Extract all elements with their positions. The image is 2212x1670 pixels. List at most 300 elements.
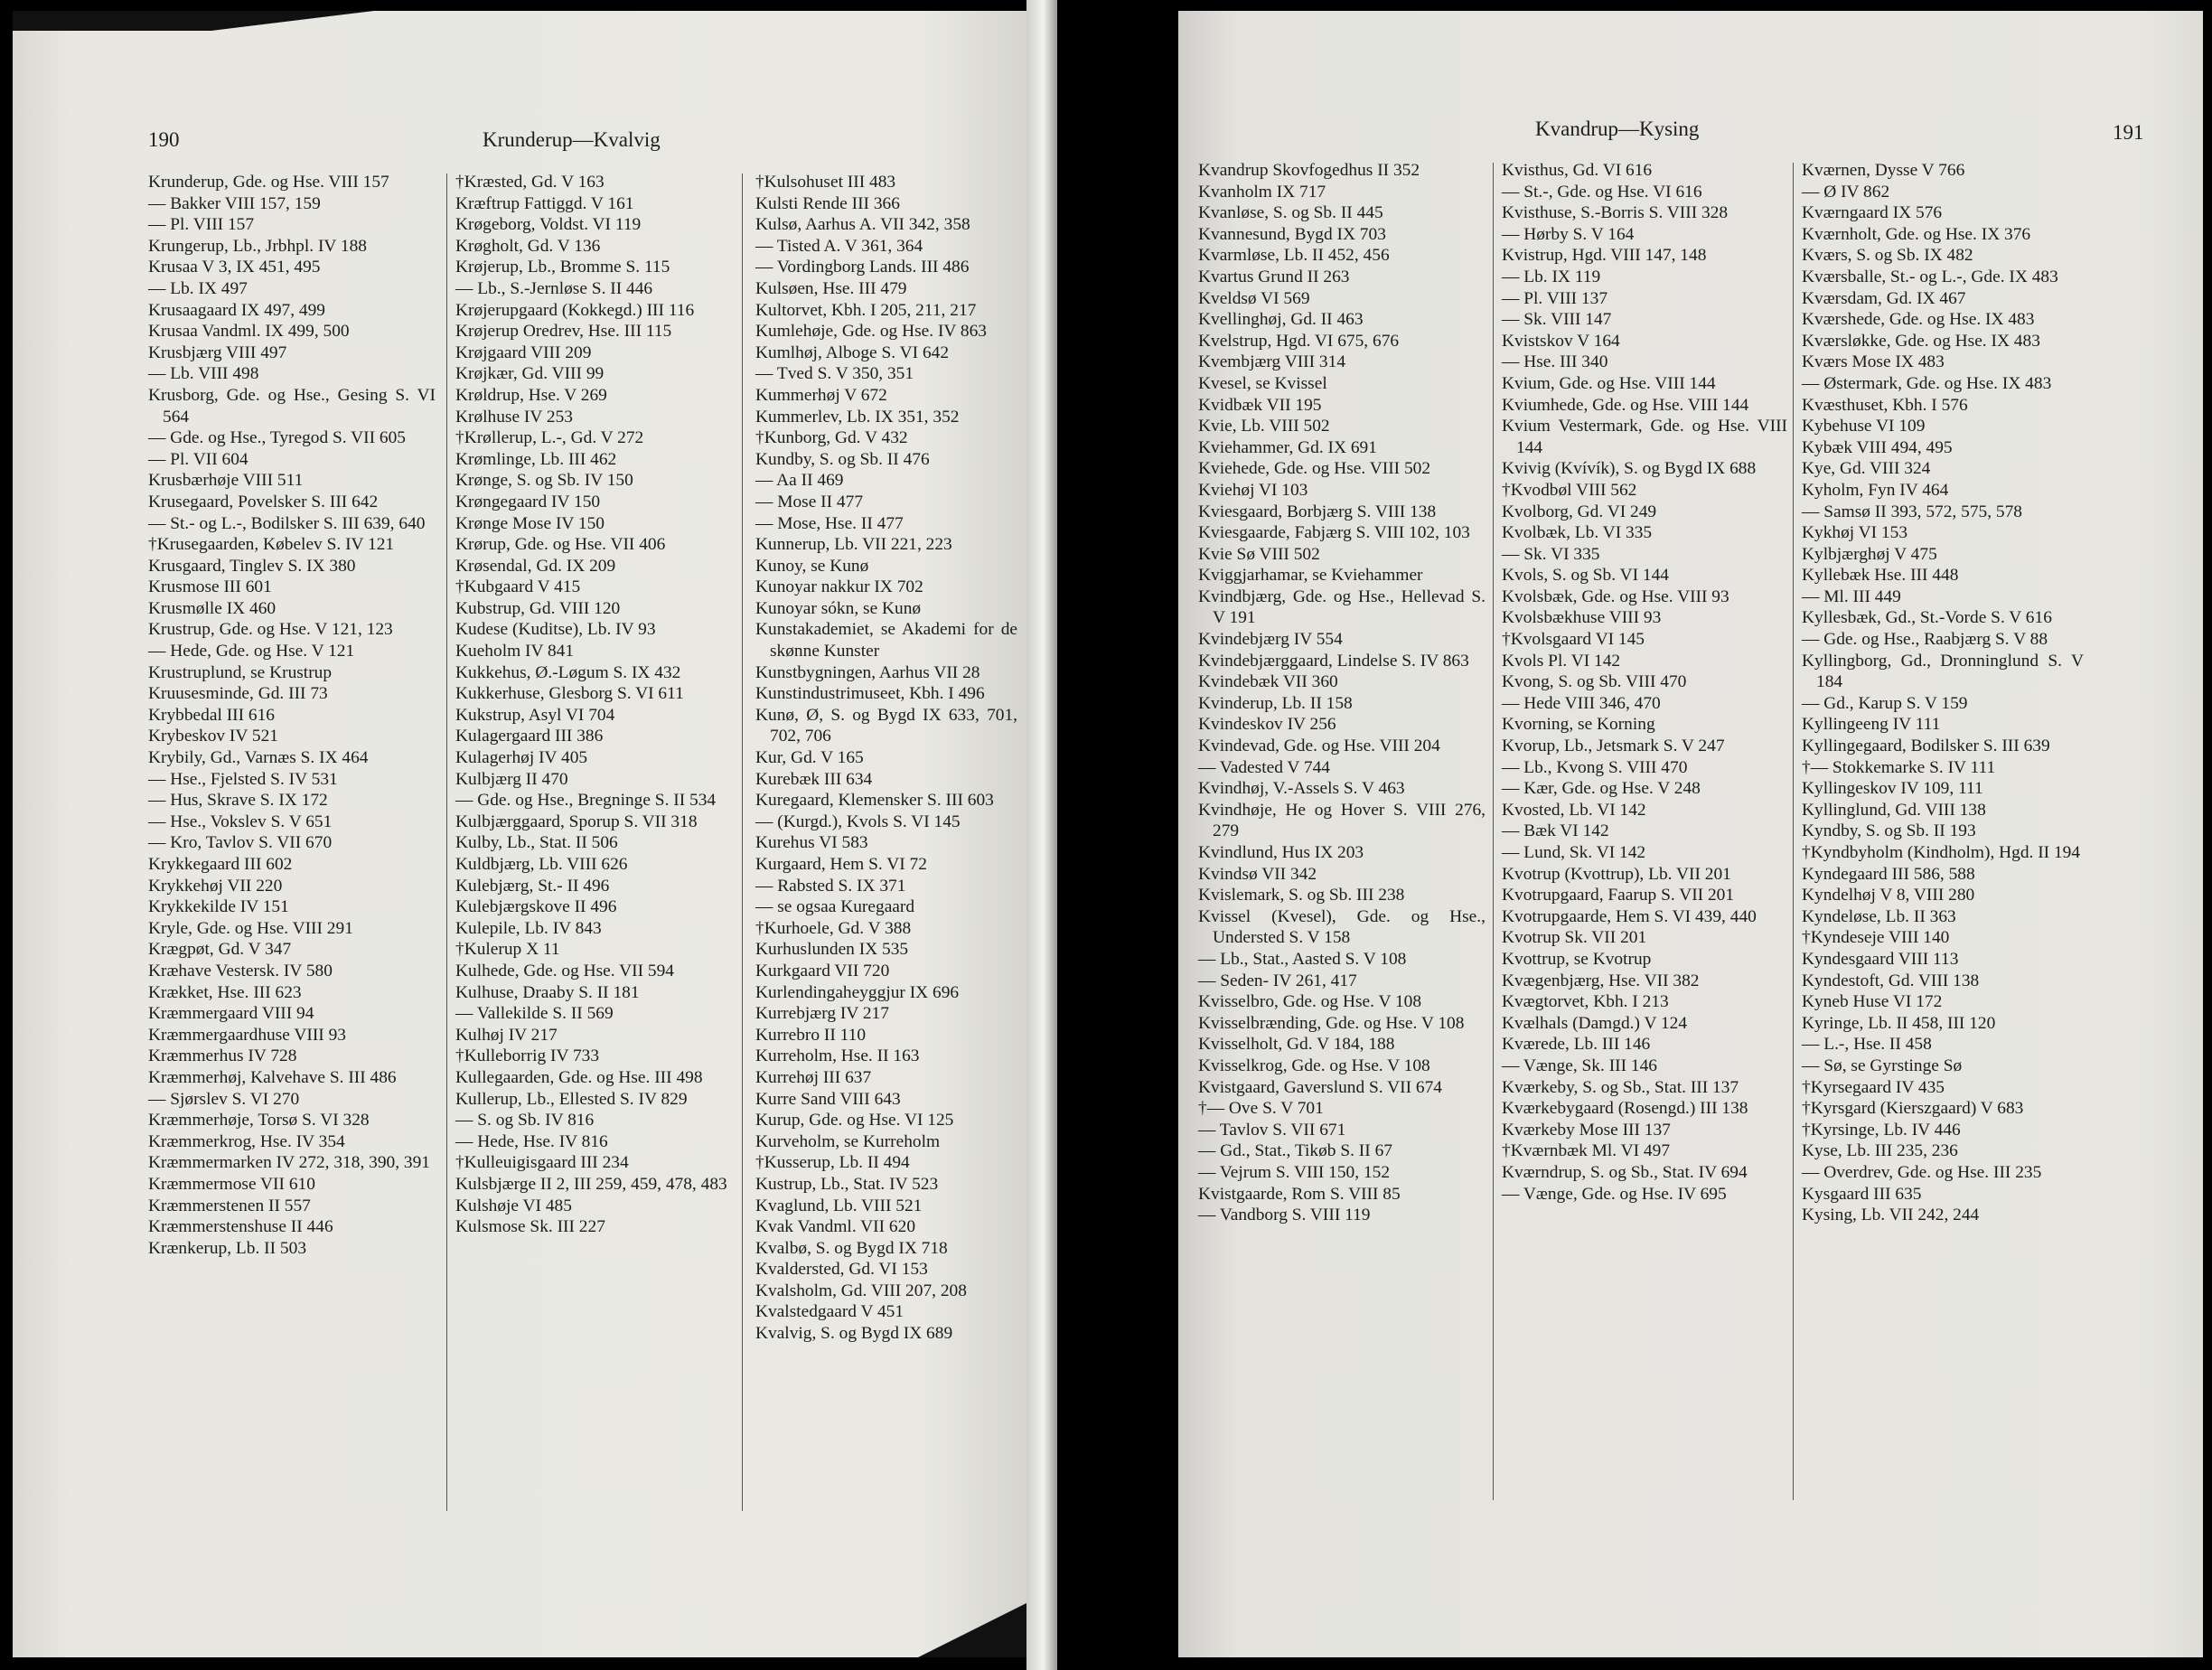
index-entry: — St.- og L.-, Bodilsker S. III 639, 640 xyxy=(148,513,426,533)
index-entry: Kræmmerhøj, Kalvehave S. III 486 xyxy=(148,1067,397,1087)
index-entry: Kvindebjærggaard, Lindelse S. IV 863 xyxy=(1198,651,1469,671)
index-entry: — Hede VIII 346, 470 xyxy=(1502,693,1661,713)
index-entry: Krøjerup Oredrev, Hse. III 115 xyxy=(455,322,672,342)
index-entry: †Kurhoele, Gd. V 388 xyxy=(755,918,912,938)
index-entry: Krusaa V 3, IX 451, 495 xyxy=(148,258,321,277)
index-entry: — Bæk VI 142 xyxy=(1502,821,1609,841)
index-entry: Krøgeborg, Voldst. VI 119 xyxy=(455,215,642,235)
index-entry: Kyndelhøj V 8, VIII 280 xyxy=(1802,886,1975,905)
index-entry: Krusaagaard IX 497, 499 xyxy=(148,300,325,320)
index-entry: — Tavlov S. VII 671 xyxy=(1198,1120,1346,1140)
index-entry: Krøldrup, Hse. V 269 xyxy=(455,385,607,405)
index-entry: Kysing, Lb. VII 242, 244 xyxy=(1802,1206,1980,1225)
index-entry: Krykkehøj VII 220 xyxy=(148,876,283,896)
index-entry: Kyllinglund, Gd. VIII 138 xyxy=(1802,800,1986,820)
index-entry: Kvislemark, S. og Sb. III 238 xyxy=(1198,886,1405,905)
index-entry: Krørup, Gde. og Hse. VII 406 xyxy=(455,535,666,555)
index-entry: Kviehammer, Gd. IX 691 xyxy=(1198,437,1377,457)
index-entry: Kvolbæk, Lb. VI 335 xyxy=(1502,523,1653,543)
index-entry: — Vordingborg Lands. III 486 xyxy=(755,258,970,277)
index-entry: Kværs, S. og Sb. IX 482 xyxy=(1802,246,1973,266)
index-entry: — Gde. og Hse., Raabjærg S. V 88 xyxy=(1802,630,2048,650)
index-entry: Kræmmerhøje, Torsø S. VI 328 xyxy=(148,1111,370,1131)
index-entry: †Kværnbæk Ml. VI 497 xyxy=(1502,1141,1671,1161)
index-entry: Kyholm, Fyn IV 464 xyxy=(1802,480,1949,500)
index-entry: Kværede, Lb. III 146 xyxy=(1502,1035,1651,1055)
index-entry: Krøngegaard IV 150 xyxy=(455,492,601,511)
index-entry: Krøjgaard VIII 209 xyxy=(455,342,592,362)
index-entry: — Samsø II 393, 572, 575, 578 xyxy=(1802,502,2022,521)
index-entry: Kræftrup Fattiggd. V 161 xyxy=(455,193,634,213)
index-entry: Kulsbjærge II 2, III 259, 459, 478, 483 xyxy=(455,1174,727,1194)
index-entry: Kræmmergaard VIII 94 xyxy=(148,1004,314,1024)
index-entry: Kvissel (Kvesel), Gde. og Hse., Understed S. V 158 xyxy=(1198,906,1486,948)
index-entry: Krusgaard, Tinglev S. IX 380 xyxy=(148,556,356,576)
index-entry: Kyndby, S. og Sb. II 193 xyxy=(1802,821,1976,841)
index-entry: †— Stokkemarke S. IV 111 xyxy=(1802,757,1996,777)
index-entry: Kviumhede, Gde. og Hse. VIII 144 xyxy=(1502,395,1749,415)
index-entry: Kylbjærghøj V 475 xyxy=(1802,544,1937,564)
index-entry: — Sk. VI 335 xyxy=(1502,544,1600,564)
index-entry: Kværsløkke, Gde. og Hse. IX 483 xyxy=(1802,331,2040,351)
index-entry: †Kvolsgaard VI 145 xyxy=(1502,630,1645,650)
index-entry: Kværngaard IX 576 xyxy=(1802,203,1943,223)
index-entry: Kvols Pl. VI 142 xyxy=(1502,651,1621,671)
index-entry: Krungerup, Lb., Jrbhpl. IV 188 xyxy=(148,236,367,256)
index-entry: — Hede, Gde. og Hse. V 121 xyxy=(148,642,355,661)
index-entry: Kvistgaard, Gaverslund S. VII 674 xyxy=(1198,1077,1442,1097)
index-entry: Krustrup, Gde. og Hse. V 121, 123 xyxy=(148,620,393,640)
index-entry: — Gde. og Hse., Tyregod S. VII 605 xyxy=(148,428,406,448)
index-entry: Kvosted, Lb. VI 142 xyxy=(1502,800,1646,820)
index-entry: Kyndesgaard VIII 113 xyxy=(1802,949,1959,969)
index-entry: Kvisselbrænding, Gde. og Hse. V 108 xyxy=(1198,1013,1465,1033)
index-entry: Kvolborg, Gd. VI 249 xyxy=(1502,502,1657,521)
index-entry: — Sk. VIII 147 xyxy=(1502,310,1612,330)
index-entry: — Gd., Karup S. V 159 xyxy=(1802,693,1968,713)
index-entry: — se ogsaa Kuregaard xyxy=(755,897,915,917)
index-entry: Kunstakademiet, se Akademi for de skønne Kunster xyxy=(755,620,1017,661)
index-entry: Kurre Sand VIII 643 xyxy=(755,1089,901,1109)
index-entry: Kvinderup, Lb. II 158 xyxy=(1198,693,1353,713)
index-entry: Kulebjærg, St.- II 496 xyxy=(455,876,610,896)
index-entry: — Lb., S.-Jernløse S. II 446 xyxy=(455,278,653,298)
index-entry: Kyndeløse, Lb. II 363 xyxy=(1802,906,1956,926)
index-entry: Krunderup, Gde. og Hse. VIII 157 xyxy=(148,173,389,192)
index-entry: Krusaa Vandml. IX 499, 500 xyxy=(148,322,350,342)
index-entry: Kvolsbækhuse VIII 93 xyxy=(1502,608,1662,628)
index-entry: Kyneb Huse VI 172 xyxy=(1802,992,1943,1012)
index-entry: †Kyndbyholm (Kindholm), Hgd. II 194 xyxy=(1802,843,2081,862)
index-entry: †Kræsted, Gd. V 163 xyxy=(455,173,605,192)
index-entry: Krusmose III 601 xyxy=(148,577,272,597)
index-entry: — Kro, Tavlov S. VII 670 xyxy=(148,833,333,853)
index-entry: Kumlhøj, Alboge S. VI 642 xyxy=(755,342,950,362)
index-entry: Kræmmermose VII 610 xyxy=(148,1174,315,1194)
index-entry: Kvistrup, Hgd. VIII 147, 148 xyxy=(1502,246,1707,266)
page-number-right: 191 xyxy=(2113,121,2144,144)
index-entry: Kyse, Lb. III 235, 236 xyxy=(1802,1141,1958,1161)
index-entry: Kulhøj IV 217 xyxy=(455,1025,558,1045)
index-entry: Kværkeby Mose III 137 xyxy=(1502,1120,1671,1140)
index-entry: — Tved S. V 350, 351 xyxy=(755,364,914,384)
index-entry: Kviggjarhamar, se Kviehammer xyxy=(1198,566,1423,586)
index-entry: Kvalbø, S. og Bygd IX 718 xyxy=(755,1238,948,1258)
index-entry: †Kulerup X 11 xyxy=(455,940,560,960)
index-entry: — (Kurgd.), Kvols S. VI 145 xyxy=(755,812,961,831)
index-entry: Kvindeskov IV 256 xyxy=(1198,715,1336,735)
index-entry: Krømlinge, Lb. III 462 xyxy=(455,449,617,469)
left-page xyxy=(13,11,1026,1657)
index-entry: Kvak Vandml. VII 620 xyxy=(755,1217,916,1237)
index-entry: — Vænge, Sk. III 146 xyxy=(1502,1055,1657,1075)
index-entry: Kvægtorvet, Kbh. I 213 xyxy=(1502,992,1669,1012)
index-entry: Krænkerup, Lb. II 503 xyxy=(148,1238,307,1258)
index-entry: Kværshede, Gde. og Hse. IX 483 xyxy=(1802,310,2035,330)
index-entry: †Kusserup, Lb. II 494 xyxy=(755,1153,910,1173)
index-entry: — S. og Sb. IV 816 xyxy=(455,1111,595,1131)
index-entry: Kvium Vestermark, Gde. og Hse. VIII 144 xyxy=(1502,417,1787,457)
index-entry: Kværndrup, S. og Sb., Stat. IV 694 xyxy=(1502,1162,1748,1182)
index-entry: Kulepile, Lb. IV 843 xyxy=(455,918,602,938)
index-entry: — L.-, Hse. II 458 xyxy=(1802,1035,1932,1055)
index-entry: Krøjkær, Gd. VIII 99 xyxy=(455,364,605,384)
index-entry: Kværsdam, Gd. IX 467 xyxy=(1802,288,1966,308)
index-entry: †Kvodbøl VIII 562 xyxy=(1502,480,1637,500)
index-entry: Krykkegaard III 602 xyxy=(148,855,293,874)
index-entry: Kulbjærg II 470 xyxy=(455,769,568,789)
index-entry: Kukkerhuse, Glesborg S. VI 611 xyxy=(455,684,684,704)
index-entry: — Lb. VIII 498 xyxy=(148,364,259,384)
index-entry: †Kulleuigisgaard III 234 xyxy=(455,1153,629,1173)
index-entry: Kubstrup, Gd. VIII 120 xyxy=(455,598,621,618)
index-entry: Krusborg, Gde. og Hse., Gesing S. VI 564 xyxy=(148,385,436,427)
index-entry: — Mose II 477 xyxy=(755,492,864,511)
index-entry: Kyllebæk Hse. III 448 xyxy=(1802,566,1959,586)
index-entry: — Aa II 469 xyxy=(755,471,844,491)
page-corner-shadow xyxy=(918,1603,1026,1657)
index-entry: Kvanholm IX 717 xyxy=(1198,182,1326,202)
index-entry: — Hse., Fjelsted S. IV 531 xyxy=(148,769,338,789)
index-entry: Kyndestoft, Gd. VIII 138 xyxy=(1802,971,1980,990)
index-entry: Kvorup, Lb., Jetsmark S. V 247 xyxy=(1502,736,1725,756)
index-entry: Kye, Gd. VIII 324 xyxy=(1802,459,1931,479)
index-entry: Kurreholm, Hse. II 163 xyxy=(755,1046,920,1066)
index-entry: Kulagerhøj IV 405 xyxy=(455,748,588,768)
index-column-left-2 xyxy=(455,172,737,1238)
index-entry: †Kyrsgard (Kierszgaard) V 683 xyxy=(1802,1099,2024,1119)
index-entry: Kvium, Gde. og Hse. VIII 144 xyxy=(1502,373,1716,393)
index-entry: Kviehøj VI 103 xyxy=(1198,480,1308,500)
index-entry: Kværkebygaard (Rosengd.) III 138 xyxy=(1502,1099,1748,1119)
index-entry: — Lb. IX 497 xyxy=(148,278,248,298)
index-entry: Kvindlund, Hus IX 203 xyxy=(1198,843,1364,862)
index-entry: Kyllingegaard, Bodilsker S. III 639 xyxy=(1802,736,2050,756)
index-entry: — Lb., Stat., Aasted S. V 108 xyxy=(1198,949,1407,969)
index-entry: — Lund, Sk. VI 142 xyxy=(1502,843,1646,862)
index-entry: Kundby, S. og Sb. II 476 xyxy=(755,449,930,469)
index-entry: Kvindevad, Gde. og Hse. VIII 204 xyxy=(1198,736,1440,756)
page-number-left: 190 xyxy=(148,128,180,151)
index-entry: Kvols, S. og Sb. VI 144 xyxy=(1502,566,1669,586)
index-entry: — Mose, Hse. II 477 xyxy=(755,513,904,533)
index-entry: Kunnerup, Lb. VII 221, 223 xyxy=(755,535,952,555)
index-entry: — Pl. VII 604 xyxy=(148,449,248,469)
index-entry: Kvie Sø VIII 502 xyxy=(1198,544,1320,564)
index-entry: — Vallekilde S. II 569 xyxy=(455,1004,614,1024)
index-column-right-3 xyxy=(1802,160,2084,1226)
index-entry: Kulsti Rende III 366 xyxy=(755,193,900,213)
index-entry: Kvindhøje, He og Hover S. VIII 276, 279 xyxy=(1198,800,1486,841)
index-entry: Kulagergaard III 386 xyxy=(455,727,604,746)
index-entry: Kvarmløse, Lb. II 452, 456 xyxy=(1198,246,1390,266)
index-entry: Kurgaard, Hem S. VI 72 xyxy=(755,855,927,874)
index-entry: Kukstrup, Asyl VI 704 xyxy=(455,705,615,725)
index-entry: — Pl. VIII 157 xyxy=(148,215,255,235)
index-entry: Krøsendal, Gd. IX 209 xyxy=(455,556,616,576)
index-entry: Krølhuse IV 253 xyxy=(455,407,573,427)
index-entry: Kulsø, Aarhus A. VII 342, 358 xyxy=(755,215,970,235)
running-head-right: Kvandrup—Kysing xyxy=(1535,117,1700,140)
index-entry: Kultorvet, Kbh. I 205, 211, 217 xyxy=(755,300,977,320)
index-entry: Kurkgaard VII 720 xyxy=(755,961,890,980)
index-entry: Kvisselholt, Gd. V 184, 188 xyxy=(1198,1035,1395,1055)
index-entry: — Gde. og Hse., Bregninge S. II 534 xyxy=(455,791,717,811)
index-entry: Kurup, Gde. og Hse. VI 125 xyxy=(755,1111,954,1131)
index-entry: Krøjerup, Lb., Bromme S. 115 xyxy=(455,258,670,277)
index-entry: Krøgholt, Gd. V 136 xyxy=(455,236,601,256)
index-entry: Kunoy, se Kunø xyxy=(755,556,869,576)
index-entry: Kvelstrup, Hgd. VI 675, 676 xyxy=(1198,331,1400,351)
index-entry: †Kubgaard V 415 xyxy=(455,577,581,597)
index-entry: Kumlehøje, Gde. og Hse. IV 863 xyxy=(755,322,987,342)
index-entry: Krusmølle IX 460 xyxy=(148,598,276,618)
index-entry: Kvæsthuset, Kbh. I 576 xyxy=(1802,395,1968,415)
index-entry: Kurveholm, se Kurreholm xyxy=(755,1131,941,1151)
index-entry: †Kulleborrig IV 733 xyxy=(455,1046,600,1066)
index-entry: Kvartus Grund II 263 xyxy=(1198,267,1350,286)
index-entry: Kræhave Vestersk. IV 580 xyxy=(148,961,333,980)
index-entry: Kvannesund, Bygd IX 703 xyxy=(1198,224,1386,244)
index-entry: Kyndegaard III 586, 588 xyxy=(1802,864,1975,884)
index-entry: Kvalstedgaard V 451 xyxy=(755,1302,904,1322)
index-entry: Kveldsø VI 569 xyxy=(1198,288,1310,308)
index-entry: Kvægenbjærg, Hse. VII 382 xyxy=(1502,971,1700,990)
index-entry: — Ø IV 862 xyxy=(1802,182,1890,202)
index-entry: Krybbedal III 616 xyxy=(148,705,275,725)
index-entry: Kryle, Gde. og Hse. VIII 291 xyxy=(148,918,353,938)
index-entry: Kvindhøj, V.-Assels S. V 463 xyxy=(1198,779,1405,799)
index-entry: Kræmmergaardhuse VIII 93 xyxy=(148,1025,346,1045)
index-entry: Kvaldersted, Gd. VI 153 xyxy=(755,1260,928,1280)
index-entry: †Kunborg, Gd. V 432 xyxy=(755,428,908,448)
column-rule xyxy=(1793,163,1794,1500)
index-column-right-2 xyxy=(1502,160,1787,1205)
index-entry: Kvisthus, Gd. VI 616 xyxy=(1502,161,1653,180)
index-entry: †Kyndeseje VIII 140 xyxy=(1802,928,1950,948)
index-entry: — Hus, Skrave S. IX 172 xyxy=(148,791,328,811)
index-entry: Kviesgaard, Borbjærg S. VIII 138 xyxy=(1198,502,1437,521)
index-entry: Kyllingeskov IV 109, 111 xyxy=(1802,779,1983,799)
index-entry: Kustrup, Lb., Stat. IV 523 xyxy=(755,1174,939,1194)
index-entry: Kruusesminde, Gd. III 73 xyxy=(148,684,328,704)
index-entry: Kræmmermarken IV 272, 318, 390, 391 xyxy=(148,1153,431,1173)
index-entry: Kvolsbæk, Gde. og Hse. VIII 93 xyxy=(1502,586,1729,606)
index-entry: †Kyrsegaard IV 435 xyxy=(1802,1077,1945,1097)
index-entry: Kullerup, Lb., Ellested S. IV 829 xyxy=(455,1089,688,1109)
index-entry: — Vadested V 744 xyxy=(1198,757,1330,777)
index-entry: — Tisted A. V 361, 364 xyxy=(755,236,923,256)
index-entry: Krusbjærg VIII 497 xyxy=(148,342,287,362)
index-entry: Krøjerupgaard (Kokkegd.) III 116 xyxy=(455,300,695,320)
index-entry: — Rabsted S. IX 371 xyxy=(755,876,906,896)
index-entry: †Krøllerup, L.-, Gd. V 272 xyxy=(455,428,644,448)
index-entry: Kunoyar sókn, se Kunø xyxy=(755,598,922,618)
index-entry: Kværnen, Dysse V 766 xyxy=(1802,161,1965,180)
page-edge-shadow xyxy=(13,11,374,31)
index-entry: Kvandrup Skovfogedhus II 352 xyxy=(1198,161,1420,180)
index-entry: Kulby, Lb., Stat. II 506 xyxy=(455,833,618,853)
index-entry: Kviehede, Gde. og Hse. VIII 502 xyxy=(1198,459,1431,479)
index-entry: Kurrehøj III 637 xyxy=(755,1067,872,1087)
column-rule xyxy=(742,174,743,1511)
index-column-left-1 xyxy=(148,172,436,1259)
index-entry: Kummerhøj V 672 xyxy=(755,385,887,405)
index-entry: Kvotrupgaarde, Hem S. VI 439, 440 xyxy=(1502,906,1757,926)
index-entry: Kunstindustrimuseet, Kbh. I 496 xyxy=(755,684,985,704)
index-entry: Krægpøt, Gd. V 347 xyxy=(148,940,292,960)
index-entry: Krønge Mose IV 150 xyxy=(455,513,605,533)
index-entry: Kykhøj VI 153 xyxy=(1802,523,1908,543)
index-entry: Kybehuse VI 109 xyxy=(1802,417,1926,436)
index-entry: Kurrebjærg IV 217 xyxy=(755,1004,889,1024)
index-entry: — Seden- IV 261, 417 xyxy=(1198,971,1357,990)
column-rule xyxy=(1493,163,1494,1500)
book-spine-gap xyxy=(1057,0,1178,1670)
index-entry: Kvotrup (Kvottrup), Lb. VII 201 xyxy=(1502,864,1731,884)
index-column-left-3 xyxy=(755,172,1017,1345)
index-entry: — Kær, Gde. og Hse. V 248 xyxy=(1502,779,1701,799)
index-entry: Kvaglund, Lb. VIII 521 xyxy=(755,1196,923,1215)
index-entry: Kræmmerstenshuse II 446 xyxy=(148,1217,333,1237)
index-entry: †— Ove S. V 701 xyxy=(1198,1099,1324,1119)
index-entry: Kvellinghøj, Gd. II 463 xyxy=(1198,310,1364,330)
index-entry: Kvorning, se Korning xyxy=(1502,715,1655,735)
index-entry: Kukkehus, Ø.-Løgum S. IX 432 xyxy=(455,662,681,682)
index-entry: Kueholm IV 841 xyxy=(455,642,575,661)
index-entry: Kurehus VI 583 xyxy=(755,833,868,853)
index-entry: — Vejrum S. VIII 150, 152 xyxy=(1198,1162,1391,1182)
index-entry: Kudese (Kuditse), Lb. IV 93 xyxy=(455,620,656,640)
index-entry: — Gd., Stat., Tikøb S. II 67 xyxy=(1198,1141,1392,1161)
index-entry: Krusegaard, Povelsker S. III 642 xyxy=(148,492,379,511)
index-entry: †Kyrsinge, Lb. IV 446 xyxy=(1802,1120,1961,1140)
index-entry: Kulhuse, Draaby S. II 181 xyxy=(455,982,640,1002)
index-entry: Kunø, Ø, S. og Bygd IX 633, 701, 702, 706 xyxy=(755,705,1017,746)
index-entry: Kværkeby, S. og Sb., Stat. III 137 xyxy=(1502,1077,1739,1097)
index-entry: — Overdrev, Gde. og Hse. III 235 xyxy=(1802,1162,2042,1182)
index-entry: Krusbærhøje VIII 511 xyxy=(148,471,304,491)
index-entry: Kvalsholm, Gd. VIII 207, 208 xyxy=(755,1281,967,1300)
index-entry: — Lb. IX 119 xyxy=(1502,267,1601,286)
index-entry: Kulhede, Gde. og Hse. VII 594 xyxy=(455,961,674,980)
index-entry: Kulsøen, Hse. III 479 xyxy=(755,278,907,298)
index-entry: Kyllingeeng IV 111 xyxy=(1802,715,1941,735)
index-entry: Kvindsø VII 342 xyxy=(1198,864,1317,884)
index-entry: Kvindebjærg IV 554 xyxy=(1198,630,1343,650)
index-entry: Kvisselkrog, Gde. og Hse. V 108 xyxy=(1198,1055,1430,1075)
index-entry: Kvesel, se Kvissel xyxy=(1198,373,1327,393)
index-entry: Kværnholt, Gde. og Hse. IX 376 xyxy=(1802,224,2031,244)
index-entry: — Sjørslev S. VI 270 xyxy=(148,1089,300,1109)
index-entry: Krønge, S. og Sb. IV 150 xyxy=(455,471,633,491)
index-entry: Kvalvig, S. og Bygd IX 689 xyxy=(755,1324,953,1344)
index-entry: — Hede, Hse. IV 816 xyxy=(455,1131,608,1151)
index-entry: Kværsballe, St.- og L.-, Gde. IX 483 xyxy=(1802,267,2058,286)
index-entry: Kulebjærgskove II 496 xyxy=(455,897,617,917)
index-entry: Krustruplund, se Krustrup xyxy=(148,662,333,682)
index-entry: Kvidbæk VII 195 xyxy=(1198,395,1322,415)
index-entry: — Pl. VIII 137 xyxy=(1502,288,1608,308)
index-entry: Kysgaard III 635 xyxy=(1802,1184,1922,1204)
index-entry: Kulsmose Sk. III 227 xyxy=(455,1217,605,1237)
index-entry: Kvindebæk VII 360 xyxy=(1198,672,1338,692)
index-entry: Kvisselbro, Gde. og Hse. V 108 xyxy=(1198,992,1422,1012)
index-entry: — Bakker VIII 157, 159 xyxy=(148,193,321,213)
index-entry: Kurrebro II 110 xyxy=(755,1025,867,1045)
index-entry: †Kulsohuset III 483 xyxy=(755,173,896,192)
index-entry: — Vandborg S. VIII 119 xyxy=(1198,1206,1371,1225)
index-entry: Kræmmerstenen II 557 xyxy=(148,1196,311,1215)
index-entry: Kvisthuse, S.-Borris S. VIII 328 xyxy=(1502,203,1729,223)
index-entry: †Krusegaarden, Købelev S. IV 121 xyxy=(148,535,395,555)
index-entry: Kunstbygningen, Aarhus VII 28 xyxy=(755,662,980,682)
index-entry: Kvottrup, se Kvotrup xyxy=(1502,949,1652,969)
index-entry: Kulshøje VI 485 xyxy=(455,1196,572,1215)
index-entry: Kvistgaarde, Rom S. VIII 85 xyxy=(1198,1184,1401,1204)
index-entry: Krybily, Gd., Varnæs S. IX 464 xyxy=(148,748,369,768)
index-entry: Kurhuslunden IX 535 xyxy=(755,940,909,960)
index-entry: Kyllesbæk, Gd., St.-Vorde S. V 616 xyxy=(1802,608,2052,628)
index-entry: Krykkekilde IV 151 xyxy=(148,897,289,917)
index-entry: Kyringe, Lb. II 458, III 120 xyxy=(1802,1013,1996,1033)
index-entry: Kvanløse, S. og Sb. II 445 xyxy=(1198,203,1383,223)
index-entry: — Hse. III 340 xyxy=(1502,352,1608,372)
index-entry: Kurlendingaheyggjur IX 696 xyxy=(755,982,960,1002)
column-rule xyxy=(446,174,447,1511)
index-entry: Krybeskov IV 521 xyxy=(148,727,278,746)
running-head-left: Krunderup—Kvalvig xyxy=(483,128,661,151)
index-entry: Kvistskov V 164 xyxy=(1502,331,1620,351)
index-entry: Kuregaard, Klemensker S. III 603 xyxy=(755,791,994,811)
index-entry: Krækket, Hse. III 623 xyxy=(148,982,302,1002)
index-entry: Kvotrup Sk. VII 201 xyxy=(1502,928,1647,948)
index-entry: Kræmmerkrog, Hse. IV 354 xyxy=(148,1131,345,1151)
index-entry: Kyllingborg, Gd., Dronninglund S. V 184 xyxy=(1802,651,2084,692)
index-entry: — Hørby S. V 164 xyxy=(1502,224,1635,244)
index-entry: Kviesgaarde, Fabjærg S. VIII 102, 103 xyxy=(1198,523,1470,543)
index-entry: Kullegaarden, Gde. og Hse. III 498 xyxy=(455,1067,703,1087)
index-entry: — St.-, Gde. og Hse. VI 616 xyxy=(1502,182,1702,202)
index-entry: — Lb., Kvong S. VIII 470 xyxy=(1502,757,1688,777)
book-gutter xyxy=(1026,0,1057,1670)
index-entry: Kvotrupgaard, Faarup S. VII 201 xyxy=(1502,886,1735,905)
index-entry: Kvong, S. og Sb. VIII 470 xyxy=(1502,672,1687,692)
index-column-right-1 xyxy=(1198,160,1486,1226)
index-entry: Kulbjærggaard, Sporup S. VII 318 xyxy=(455,812,698,831)
index-entry: Kvie, Lb. VIII 502 xyxy=(1198,417,1330,436)
index-entry: Kværs Mose IX 483 xyxy=(1802,352,1945,372)
